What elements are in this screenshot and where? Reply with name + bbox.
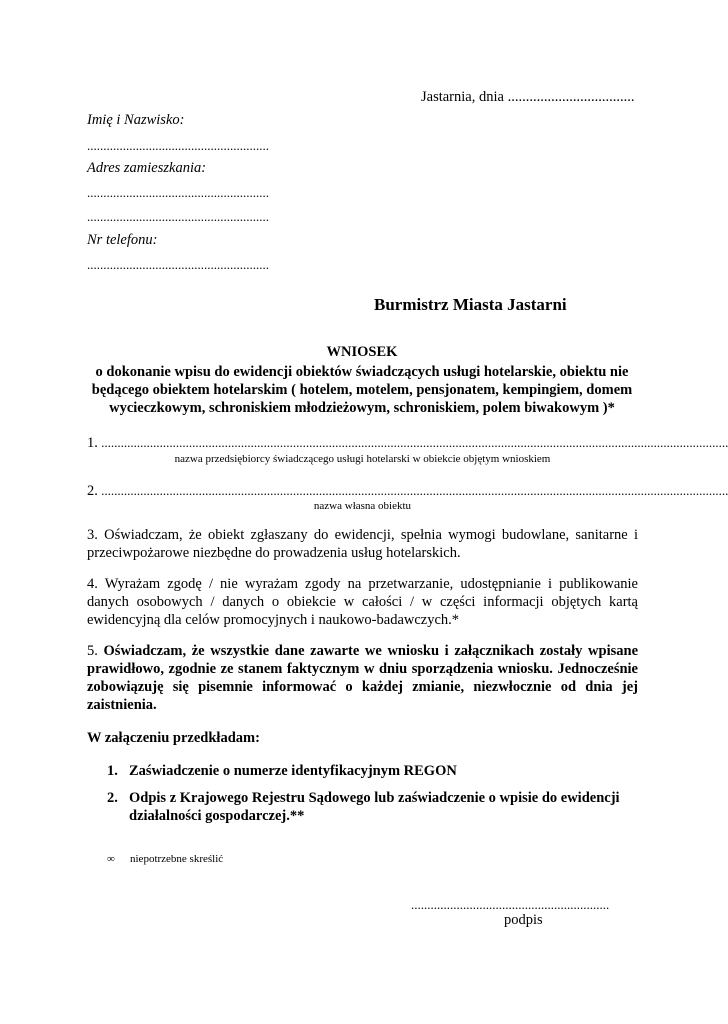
name-field[interactable]: ........................................................ xyxy=(87,138,269,153)
recipient-heading: Burmistrz Miasta Jastarni xyxy=(374,295,567,314)
attachment-number: 1. xyxy=(107,763,118,779)
footnote xyxy=(107,850,223,868)
field-2-row[interactable] xyxy=(87,482,728,500)
paragraph-5-text: Oświadczam, że wszystkie dane zawarte we wniosku i załącznikach zostały wpisane prawidłowo, zgodnie ze stanem faktycznym w dniu sporządzenia wniosku. Jednocześnie zobowiązuję się pisemnie informować o każdej zmianie, niezwłocznie od dnia jej zaistnienia. xyxy=(87,643,639,713)
attachment-text: Odpis z Krajowego Rejestru Sądowego lub zaświadczenie o wpisie do ewidencji działalności gospodarczej.** xyxy=(129,790,620,824)
field-2-dots[interactable]: ................................................................................................................................................................................................. xyxy=(97,483,728,498)
paragraph-5 xyxy=(87,642,638,714)
field-1-number: 1. xyxy=(87,435,98,451)
address-field-line-2[interactable]: ........................................................ xyxy=(87,209,269,224)
address-field-line-1[interactable]: ........................................................ xyxy=(87,185,269,200)
attachments-list xyxy=(107,762,637,834)
paragraph-4: 4. Wyrażam zgodę / nie wyrażam zgody na przetwarzanie, udostępnianie i publikowanie danych osobowych / danych o obiekcie w całości / w części informacji objętych kartą ewidencyjną dla celów promocyjnych i naukowo-badawczych.* xyxy=(87,576,638,628)
place-date-line: Jastarnia, dnia ................................... xyxy=(421,89,635,105)
title-main: WNIOSEK xyxy=(326,344,398,360)
paragraph-5-number: 5. xyxy=(87,643,104,659)
attachment-number: 2. xyxy=(107,790,118,806)
attachment-text: Zaświadczenie o numerze identyfikacyjnym REGON xyxy=(129,763,457,779)
field-1-dots[interactable]: ................................................................................................................................................................................................. xyxy=(97,435,728,450)
signature-label: podpis xyxy=(504,912,543,928)
paragraph-3: 3. Oświadczam, że obiekt zgłaszany do ewidencji, spełnia wymogi budowlane, sanitarne i przeciwpożarowe niezbędne do prowadzenia usług hotelarskich. xyxy=(87,527,638,561)
signature-field[interactable]: ............................................................. xyxy=(411,897,610,912)
infinity-icon: ∞ xyxy=(107,853,115,865)
footnote-text: niepotrzebne skreślić xyxy=(130,853,224,865)
field-2-caption: nazwa własna obiektu xyxy=(313,500,412,512)
attachment-item xyxy=(107,762,637,780)
attachments-title: W załączeniu przedkładam: xyxy=(87,730,260,746)
field-1-caption: nazwa przedsiębiorcy świadczącego usługi hotelarski w obiekcie objętym wnioskiem xyxy=(174,453,551,465)
phone-field[interactable]: ........................................................ xyxy=(87,257,269,272)
attachment-item xyxy=(107,789,637,825)
field-1-row[interactable] xyxy=(87,434,728,452)
application-title xyxy=(87,343,637,417)
title-subtitle: o dokonanie wpisu do ewidencji obiektów świadczących usługi hotelarskie, obiektu nie będącego obiektem hotelarskim ( hotelem, motelem, pensjonatem, kempingiem, domem wycieczkowym, schroniskiem młodzieżowym, schroniskiem, polem biwakowym )* xyxy=(91,364,633,416)
name-label: Imię i Nazwisko: xyxy=(87,112,185,128)
phone-label: Nr telefonu: xyxy=(87,232,158,248)
field-2-number: 2. xyxy=(87,483,98,499)
address-label: Adres zamieszkania: xyxy=(87,160,207,176)
